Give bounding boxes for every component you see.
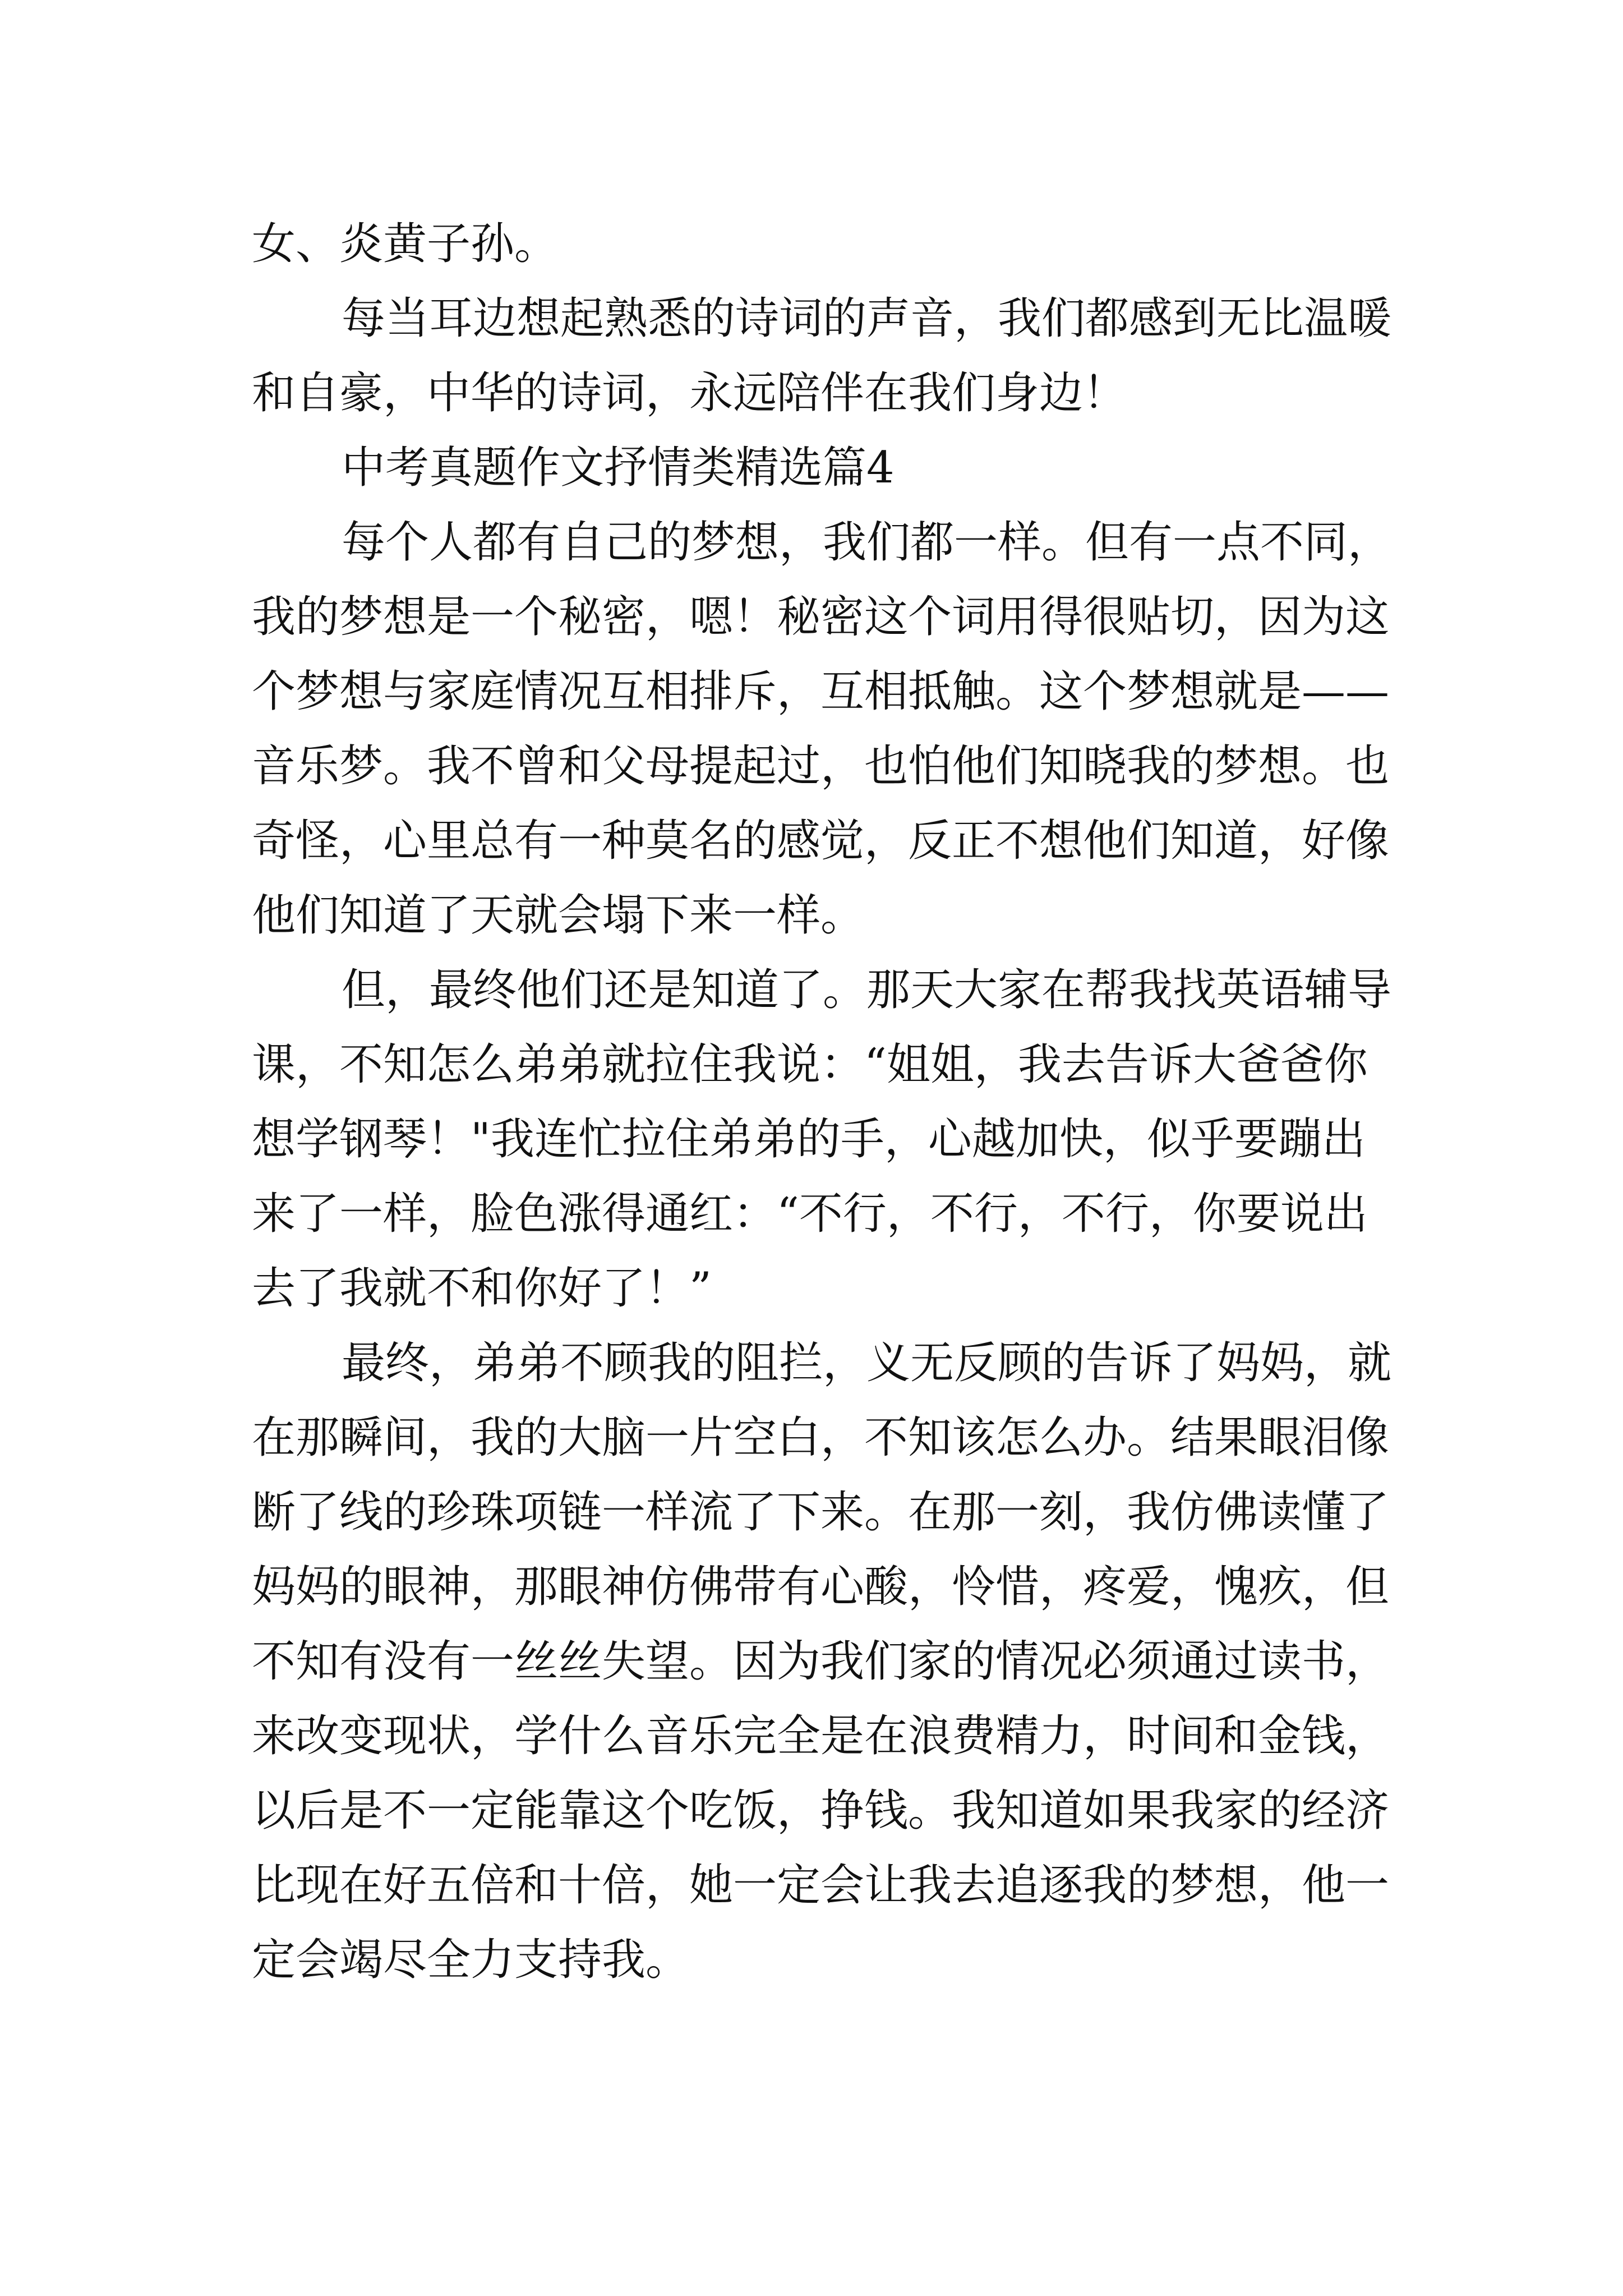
text-line: 课，不知怎么弟弟就拉住我说：“姐姐，我去告诉大爸爸你 xyxy=(252,1039,1368,1090)
paragraph-start-line: 每当耳边想起熟悉的诗词的声音，我们都感到无比温暖 xyxy=(342,293,1392,344)
text-line: 以后是不一定能靠这个吃饭，挣钱。我知道如果我家的经济 xyxy=(252,1786,1390,1836)
text-line: 我的梦想是一个秘密，嗯！秘密这个词用得很贴切，因为这 xyxy=(252,592,1390,642)
text-line: 在那瞬间，我的大脑一片空白，不知该怎么办。结果眼泪像 xyxy=(252,1412,1390,1463)
text-line: 奇怪，心里总有一种莫名的感觉，反正不想他们知道，好像 xyxy=(252,816,1390,866)
text-line: 来了一样，脸色涨得通红：“不行，不行，不行，你要说出 xyxy=(252,1189,1368,1239)
text-line: 他们知道了天就会塌下来一样。 xyxy=(252,890,865,941)
text-line: 比现在好五倍和十倍，她一定会让我去追逐我的梦想，他一 xyxy=(252,1860,1390,1911)
paragraph-start-line: 但，最终他们还是知道了。那天大家在帮我找英语辅导 xyxy=(342,965,1392,1015)
paragraph-start-line: 每个人都有自己的梦想，我们都一样。但有一点不同， xyxy=(342,517,1392,568)
text-line: 个梦想与家庭情况互相排斥，互相抵触。这个梦想就是—— xyxy=(252,666,1390,717)
text-line: 和自豪，中华的诗词，永远陪伴在我们身边！ xyxy=(252,368,1127,418)
text-line: 音乐梦。我不曾和父母提起过，也怕他们知晓我的梦想。也 xyxy=(252,741,1390,792)
text-line: 来改变现状，学什么音乐完全是在浪费精力，时间和金钱， xyxy=(252,1711,1390,1761)
text-line: 女、炎黄子孙。 xyxy=(252,219,559,269)
text-line: 定会竭尽全力支持我。 xyxy=(252,1935,690,1985)
paragraph-start-line: 最终，弟弟不顾我的阻拦，义无反顾的告诉了妈妈，就 xyxy=(342,1338,1392,1388)
section-heading: 中考真题作文抒情类精选篇4 xyxy=(342,443,895,493)
text-line: 不知有没有一丝丝失望。因为我们家的情况必须通过读书， xyxy=(252,1636,1390,1687)
text-line: 妈妈的眼神，那眼神仿佛带有心酸，怜惜，疼爱，愧疚，但 xyxy=(252,1562,1390,1612)
text-line: 去了我就不和你好了！” xyxy=(252,1263,712,1314)
text-line: 想学钢琴！"我连忙拉住弟弟的手，心越加快，似乎要蹦出 xyxy=(252,1114,1366,1165)
text-line: 断了线的珍珠项链一样流了下来。在那一刻，我仿佛读懂了 xyxy=(252,1487,1390,1538)
